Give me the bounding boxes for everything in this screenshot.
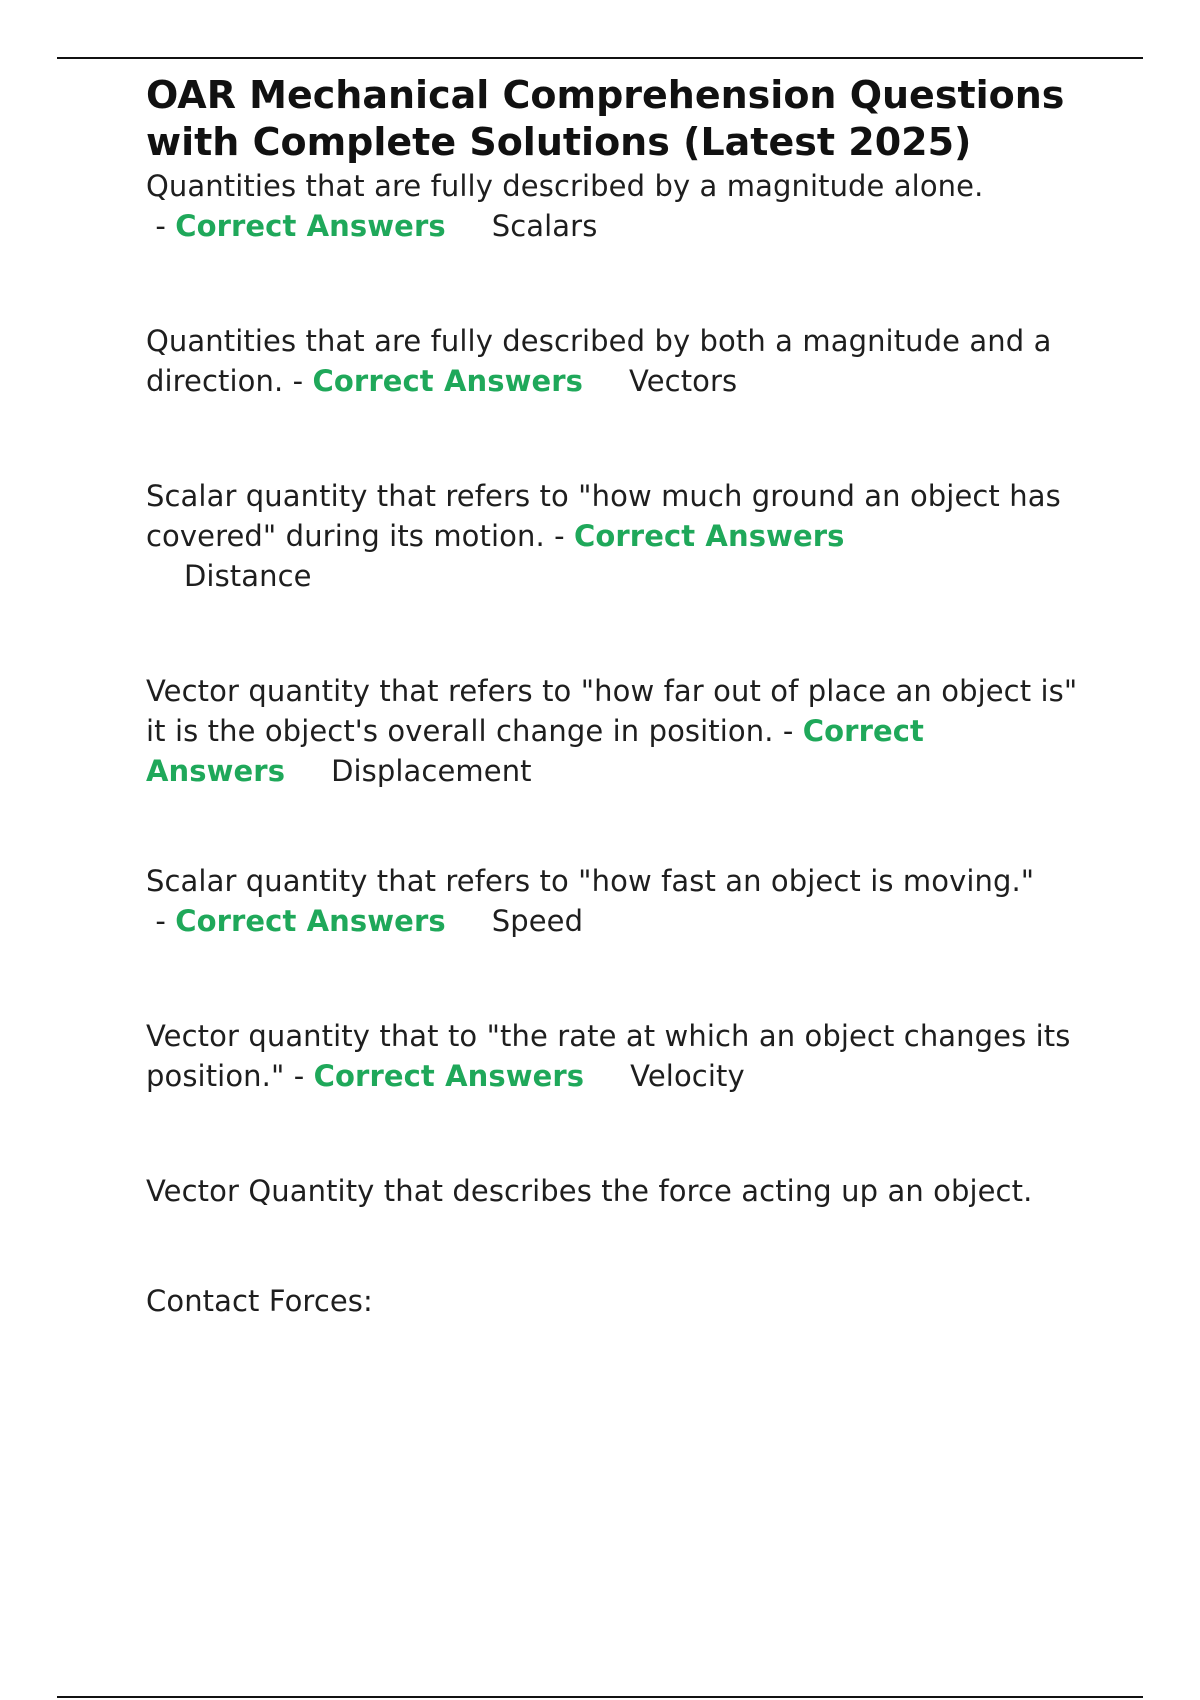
qa-item-3 — [146, 476, 1106, 596]
question-text: Contact Forces: — [146, 1284, 373, 1318]
document-title: OAR Mechanical Comprehension Questions with Complete Solutions (Latest 2025) — [146, 73, 1065, 164]
question-text: Quantities that are fully described by both a magnitude and a direction. — [146, 324, 1052, 398]
answer-text: Displacement — [331, 754, 532, 788]
answer-text: Speed — [491, 904, 584, 938]
qa-item-2 — [146, 321, 1106, 401]
qa-item-6 — [146, 1016, 1106, 1096]
qa-item-4 — [146, 671, 1106, 791]
qa-item-7 — [146, 1171, 1106, 1211]
qa-item-5 — [146, 861, 1106, 941]
correct-answers-label: Correct Answers — [573, 519, 845, 553]
bottom-rule — [57, 1696, 1143, 1698]
separator: - — [284, 1059, 314, 1093]
separator: - — [773, 714, 803, 748]
top-rule — [57, 57, 1143, 59]
answer-text: Vectors — [629, 364, 738, 398]
correct-answers-label: Correct Answers — [313, 1059, 585, 1093]
document-body — [146, 72, 1106, 1321]
qa-item-8 — [146, 1281, 1106, 1321]
question-text: Scalar quantity that refers to "how much ground an object has covered" during its motion. — [146, 479, 1061, 553]
correct-answers-label: Correct Answers — [146, 714, 924, 788]
answer-text: Scalars — [491, 209, 598, 243]
separator: - — [146, 209, 176, 243]
correct-answers-label: Correct Answers — [312, 364, 584, 398]
question-text: Vector Quantity that describes the force acting up an object. — [146, 1174, 1033, 1208]
question-text: Scalar quantity that refers to "how fast an object is moving." — [146, 864, 1035, 898]
question-text: Vector quantity that to "the rate at which an object changes its position." — [146, 1019, 1071, 1093]
answer-text: Velocity — [630, 1059, 745, 1093]
separator: - — [283, 364, 313, 398]
answer-text: Distance — [184, 559, 312, 593]
correct-answers-label: Correct Answers — [175, 904, 446, 938]
separator: - — [146, 904, 176, 938]
question-text: Vector quantity that refers to "how far out of place an object is" it is the object's overall change in position. — [146, 674, 1078, 748]
qa-item-1 — [146, 166, 1106, 246]
separator: - — [544, 519, 574, 553]
correct-answers-label: Correct Answers — [175, 209, 446, 243]
qa-list — [146, 166, 1106, 1321]
question-text: Quantities that are fully described by a magnitude alone. — [146, 169, 984, 203]
